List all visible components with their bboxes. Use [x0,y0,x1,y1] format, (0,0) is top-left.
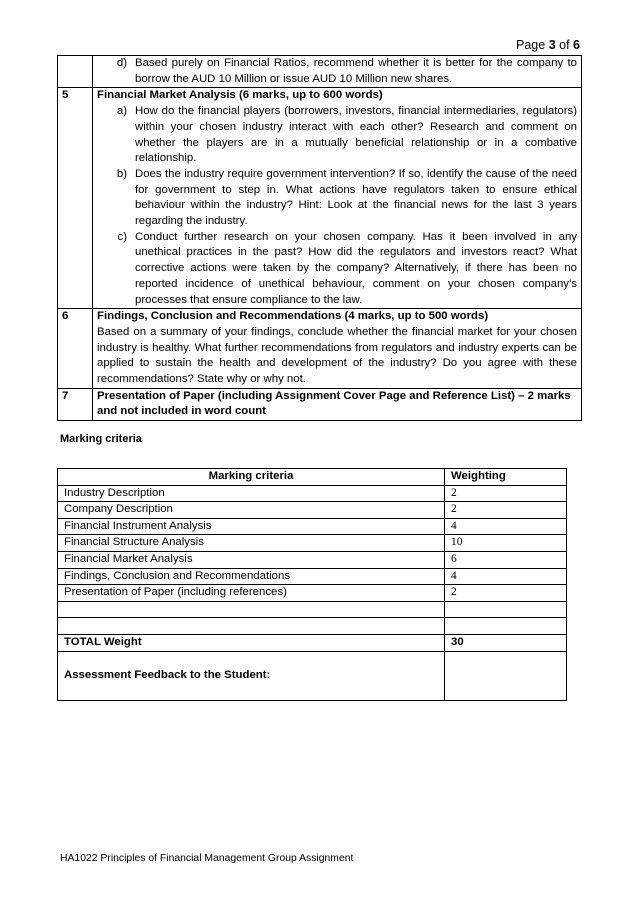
criteria-cell: Findings, Conclusion and Recommendations [58,568,445,585]
question-row [58,56,582,88]
question-row [58,88,582,309]
empty-cell [58,601,445,618]
question-row [58,309,582,389]
question-content [93,56,582,88]
criteria-cell: Financial Instrument Analysis [58,518,445,535]
empty-row [58,601,567,618]
question-number: 5 [58,88,93,309]
question-number: 7 [58,388,93,420]
page-footer: HA1022 Principles of Financial Management Group Assignment [60,853,354,864]
criteria-cell: Presentation of Paper (including references) [58,585,445,602]
page-number: Page 3 of 6 [516,38,580,52]
question-row [58,388,582,420]
question-title: Presentation of Paper (including Assignment Cover Page and Reference List) – 2 marks and not included in word count [97,389,571,418]
feedback-row [58,651,567,700]
table-row [58,485,567,502]
empty-cell [445,618,567,635]
question-item: a) How do the financial players (borrowers, investors, financial intermediaries, regulators) within your chosen industry interact with each other? Research and comment on whether the players are in a mutually beneficial relationship or in a combative relationship. [116,105,577,165]
table-row [58,568,567,585]
table-row [58,502,567,519]
question-title: Financial Market Analysis (6 marks, up to 600 words) [97,89,383,102]
feedback-label: Assessment Feedback to the Student: [58,651,445,700]
empty-cell [445,601,567,618]
column-header-weighting: Weighting [445,469,567,486]
weight-cell: 2 [445,585,567,602]
criteria-cell: Financial Market Analysis [58,551,445,568]
question-item: c) Conduct further research on your chosen company. Has it been involved in any unethical practices in the past? How did the regulators and investors react? What corrective actions were taken by the company? Alternatively, if there has been no reported incidence of unethical behaviour, comment on your chosen company’s processes that ensure compliance to the law. [117,230,577,306]
weight-cell: 6 [445,551,567,568]
criteria-cell: Company Description [58,502,445,519]
feedback-cell [445,651,567,700]
total-value: 30 [445,634,567,651]
weight-cell: 4 [445,518,567,535]
question-body: Based on a summary of your findings, conclude whether the financial market for your chosen industry is healthy. What further recommendations from regulators and industry experts can be applied to sustain the health and development of the industry? Do you agree with these recommendations? State why or why not. [97,325,577,386]
table-row [58,585,567,602]
marking-criteria-table [57,468,567,701]
total-label: TOTAL Weight [58,634,445,651]
question-title: Findings, Conclusion and Recommendations (4 marks, up to 500 words) [97,310,489,323]
question-item: d) Based purely on Financial Ratios, recommend whether it is better for the company to borrow the AUD 10 Million or issue AUD 10 Million new shares. [116,57,577,85]
table-header-row [58,469,567,486]
question-content [93,88,582,309]
marking-criteria-heading: Marking criteria [60,433,142,445]
weight-cell: 4 [445,568,567,585]
weight-cell: 10 [445,535,567,552]
criteria-cell: Financial Structure Analysis [58,535,445,552]
empty-row [58,618,567,635]
column-header-criteria: Marking criteria [58,469,445,486]
weight-cell: 2 [445,485,567,502]
criteria-cell: Industry Description [58,485,445,502]
weight-cell: 2 [445,502,567,519]
question-item: b) Does the industry require government intervention? If so, identify the cause of the need for government to step in. What actions have regulators taken to ensure ethical behaviour within the industry? Hint: Look at the financial news for the last 3 years regarding the industry. [116,167,577,228]
question-content [93,388,582,420]
total-row [58,634,567,651]
question-number [58,56,93,88]
table-row [58,518,567,535]
question-content [93,309,582,389]
question-number: 6 [58,309,93,389]
table-row [58,535,567,552]
empty-cell [58,618,445,635]
table-row [58,551,567,568]
assignment-questions-table [57,55,582,421]
